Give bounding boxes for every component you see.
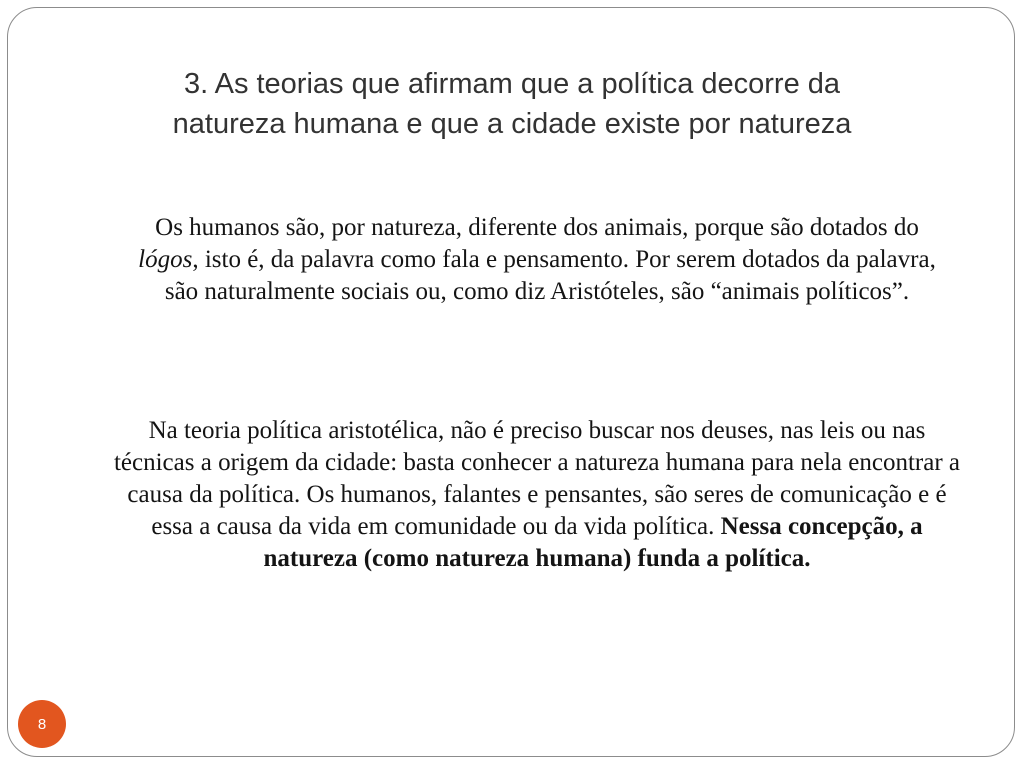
- paragraph-2: [108, 415, 966, 575]
- paragraph-2-conclusion: Nessa concepção, a natureza (como natureza humana) funda a política.: [263, 513, 923, 572]
- logos-term: lógos: [138, 246, 193, 273]
- paragraph-1-text-b: , isto é, da palavra como fala e pensamento. Por serem dotados da palavra, são naturalmente sociais ou, como diz Aristóteles, são “animais políticos”.: [164, 246, 936, 305]
- paragraph-1: [122, 212, 952, 308]
- slide-title-line-2: natureza humana e que a cidade existe por natureza: [172, 108, 852, 140]
- slide-title: [60, 64, 964, 144]
- page-number: 8: [37, 715, 47, 733]
- slide-title-line-1: 3. As teorias que afirmam que a política decorre da: [183, 68, 841, 100]
- paragraph-1-text-a: Os humanos são, por natureza, diferente dos animais, porque são dotados do: [155, 214, 919, 241]
- paragraph-2-text: Na teoria política aristotélica, não é preciso buscar nos deuses, nas leis ou nas técnicas a origem da cidade: basta conhecer a natureza humana para nela encontrar a causa da política. Os humanos, falantes e pensantes, são seres de comunicação e é essa a causa da vida em comunidade ou da vida política.: [113, 417, 961, 540]
- page-number-badge: [18, 700, 66, 748]
